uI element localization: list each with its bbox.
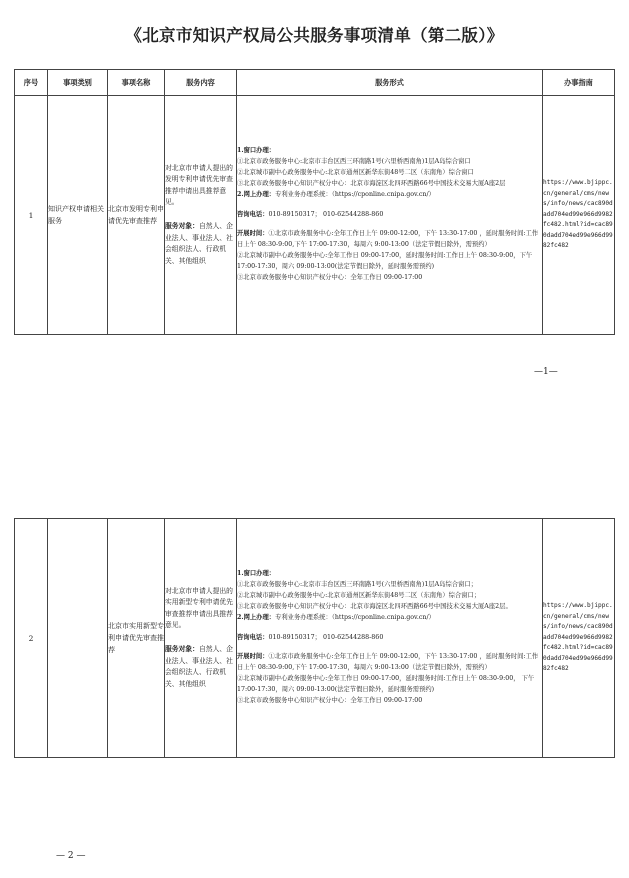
window-line-2: ②北京城市副中心政务服务中心:北京市通州区新华东街48号二区（东南角）综合窗口 (237, 168, 474, 176)
window-line-1: ①北京市政务服务中心:北京市丰台区西三环南路1号(六里桥西南角)1层A岛综合窗口 (237, 157, 471, 165)
page-number-1: —1— (534, 367, 558, 377)
header-name: 事项名称 (108, 70, 165, 96)
cell-no: 1 (15, 96, 48, 335)
hours-line-2: ②北京城市副中心政务服务中心:全年工作日 09:00-17:00，延时服务时间:工作日上午 08:30-9:00， 下午 17:00-17:30，周六 09:00-13:00(法定节假日除外，延时服务需预约) (237, 675, 535, 694)
cell-form (237, 519, 543, 758)
cell-form (237, 96, 543, 335)
content-description: 对北京市申请人提出的实用新型专利申请优先审查推荐申请出具推荐意见。 (165, 586, 233, 630)
table-header-row (15, 70, 615, 96)
target-label: 服务对象： (165, 645, 199, 653)
hours-line-2: ②北京城市副中心政务服务中心:全年工作日 09:00-17:00，延时服务时间:工作日上午 08:30-9:00，下午 17:00-17:30，周六 09:00-13:00(法定节假日除外，延时服务需预约) (237, 252, 533, 271)
hours-line-3: ③北京市政务服务中心知识产权分中心：全年工作日 09:00-17:00 (237, 274, 423, 282)
hours-label: 开展时间： (237, 230, 269, 238)
phone-line (237, 633, 542, 644)
page-number-2: — 2 — (56, 851, 86, 861)
cell-no: 2 (15, 519, 48, 758)
phone-label: 咨询电话： (237, 633, 269, 641)
hours-line-1 (237, 229, 542, 251)
hours-label: 开展时间： (237, 653, 269, 661)
cell-name: 北京市发明专利申请优先审查推荐 (108, 96, 165, 335)
window-line-2: ②北京城市副中心政务服务中心:北京市通州区新华东街48号二区（东南角）综合窗口； (237, 591, 481, 599)
online-line (237, 613, 542, 624)
phone-label: 咨询电话： (237, 210, 269, 218)
hours-line-1 (237, 652, 542, 674)
cell-content (165, 519, 237, 758)
header-no: 序号 (15, 70, 48, 96)
window-label: 1.窗口办理： (237, 147, 276, 155)
cell-category: 知识产权申请相关服务 (48, 96, 108, 335)
service-target (165, 644, 236, 690)
content-description: 对北京市申请人提出的发明专利申请优先审查推荐申请出具推荐意见。 (165, 163, 233, 207)
target-text: 自然人、企业法人、事业法人、社会组织法人、行政机关、其他组织 (165, 645, 233, 688)
header-content: 服务内容 (165, 70, 237, 96)
document-title: 《北京市知识产权局公共服务事项清单（第二版）》 (125, 26, 504, 45)
online-line (237, 190, 542, 201)
hours-line-3: ③北京市政务服务中心知识产权分中心：全年工作日 09:00-17:00 (237, 697, 423, 705)
window-label: 1.窗口办理： (237, 570, 276, 578)
phone-text: 010-89150317； 010-62544288-860 (268, 210, 384, 218)
header-type: 事项类别 (48, 70, 108, 96)
header-guide: 办事指南 (543, 70, 615, 96)
service-table-page-1 (14, 69, 615, 335)
guide-link[interactable]: https://www.bjippc.cn/general/cms/news/info/news/cac890dadd704ed99e966d9982fc482.html?id=cac890dadd704ed99e966d9982fc482 (543, 96, 615, 335)
target-label: 服务对象： (165, 222, 199, 230)
hours-text-1: ①北京市政务服务中心:全年工作日上午 09:00-12:00，下午 13:30-17:00 ，延时服务时间:工作日上午 08:30-9:00,下午 17:00-17:30，每周六 9:00-13:00（法定节假日除外，需预约） (237, 230, 539, 249)
guide-link[interactable]: https://www.bjippc.cn/general/cms/news/info/news/cac890dadd704ed99e966d9982fc482.html?id=cac890dadd704ed99e966d9982fc482 (543, 519, 615, 758)
service-target (165, 221, 236, 267)
cell-name: 北京市实用新型专利申请优先审查推荐 (108, 519, 165, 758)
service-table-page-2 (14, 518, 615, 758)
phone-line (237, 210, 542, 221)
phone-text: 010-89150317； 010-62544288-860 (268, 633, 384, 641)
hours-text-1: ①北京市政务服务中心:全年工作日上午 09:00-12:00，下午 13:30-17:00 ，延时服务时间:工作日上午 08:30-9:00,下午 17:00-17:30，每周六 9:00-13:00（法定节假日除外，需预约） (237, 653, 539, 672)
window-line-3: ③北京市政务服务中心知识产权分中心：北京市海淀区北四环西路66号中国技术交易大厦A座2层。 (237, 602, 512, 610)
target-text: 自然人、企业法人、事业法人、社会组织法人、行政机关、其他组织 (165, 222, 233, 265)
cell-content (165, 96, 237, 335)
online-label: 2.网上办理： (237, 613, 276, 621)
online-text: 专利业务办理系统：（https://cponline.cnipa.gov.cn/） (275, 613, 435, 621)
online-label: 2.网上办理： (237, 190, 276, 198)
table-row (15, 519, 615, 758)
window-line-1: ①北京市政务服务中心:北京市丰台区西三环南路1号(六里桥西南角)1层A岛综合窗口； (237, 580, 477, 588)
cell-category (48, 519, 108, 758)
window-line-3: ③北京市政务服务中心知识产权分中心：北京市海淀区北四环西路66号中国技术交易大厦A座2层 (237, 179, 506, 187)
table-row (15, 96, 615, 335)
header-form: 服务形式 (237, 70, 543, 96)
online-text: 专利业务办理系统：（https://cponline.cnipa.gov.cn/） (275, 190, 435, 198)
